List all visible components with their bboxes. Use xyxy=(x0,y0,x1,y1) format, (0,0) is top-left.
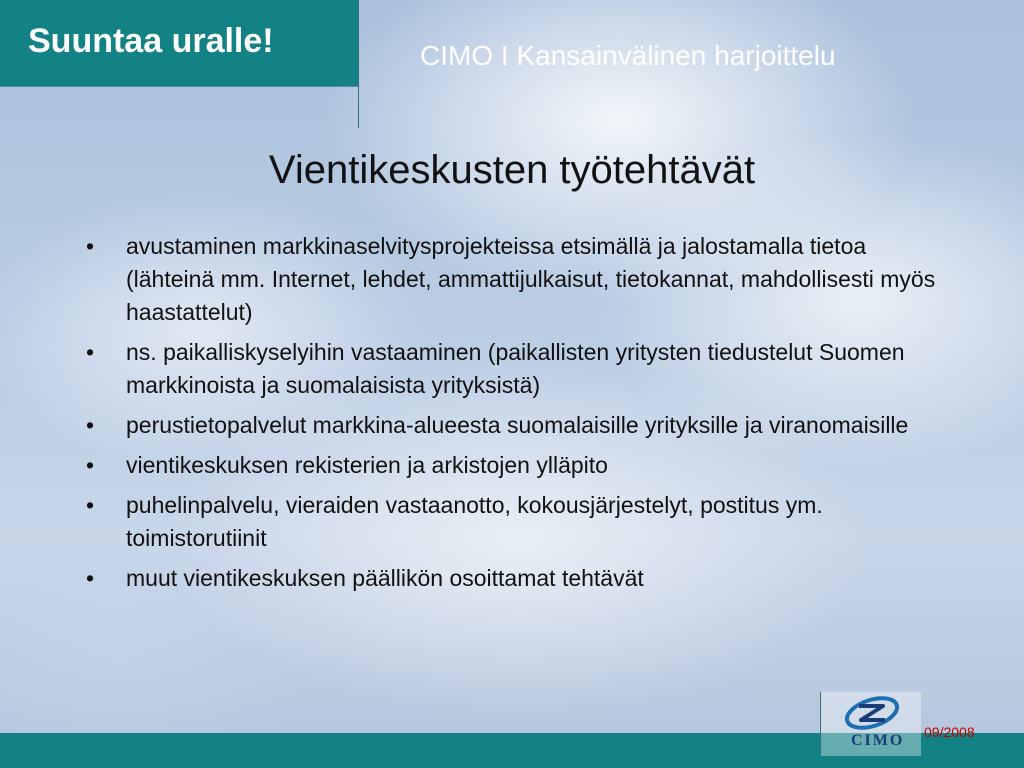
list-item-text: puhelinpalvelu, vieraiden vastaanotto, kokousjärjestelyt, postitus ym. toimistorutiinit xyxy=(126,492,823,551)
list-item xyxy=(84,409,944,442)
list-item xyxy=(84,489,944,555)
bullet-icon: • xyxy=(86,492,95,518)
list-item xyxy=(84,230,944,329)
bullet-icon: • xyxy=(86,452,95,478)
list-item xyxy=(84,336,944,402)
list-item-text: muut vientikeskuksen päällikön osoittamat tehtävät xyxy=(126,565,644,591)
bullet-icon: • xyxy=(86,412,95,438)
header-title: Suuntaa uralle! xyxy=(28,22,274,60)
bullet-icon: • xyxy=(86,233,95,259)
header-divider-vertical xyxy=(358,0,359,128)
cimo-swirl-icon xyxy=(843,692,901,734)
slide-date: 09/2008 xyxy=(924,724,975,740)
cimo-logo-text: CIMO xyxy=(851,732,905,749)
list-item xyxy=(84,562,944,595)
bullet-icon: • xyxy=(86,565,95,591)
list-item-text: avustaminen markkinaselvitysprojekteissa etsimällä ja jalostamalla tietoa (lähteinä mm. Internet, lehdet, ammattijulkaisut, tietokannat, mahdollisesti myös haastattelut) xyxy=(126,233,936,325)
header-box xyxy=(0,0,358,86)
header-subtitle: CIMO I Kansainvälinen harjoittelu xyxy=(420,40,836,71)
list-item-text: perustietopalvelut markkina-alueesta suomalaisille yrityksille ja viranomaisille xyxy=(126,412,909,438)
header-divider-horizontal xyxy=(0,86,358,87)
slide-title: Vientikeskusten työtehtävät xyxy=(268,148,756,192)
list-item-text: ns. paikalliskyselyihin vastaaminen (paikallisten yritysten tiedustelut Suomen markkinoista ja suomalaisista yrityksistä) xyxy=(126,339,905,398)
list-item-text: vientikeskuksen rekisterien ja arkistojen ylläpito xyxy=(126,452,608,478)
bullet-icon: • xyxy=(86,339,95,365)
list-item xyxy=(84,449,944,482)
bullet-list xyxy=(84,230,944,602)
cimo-logo xyxy=(820,692,921,756)
